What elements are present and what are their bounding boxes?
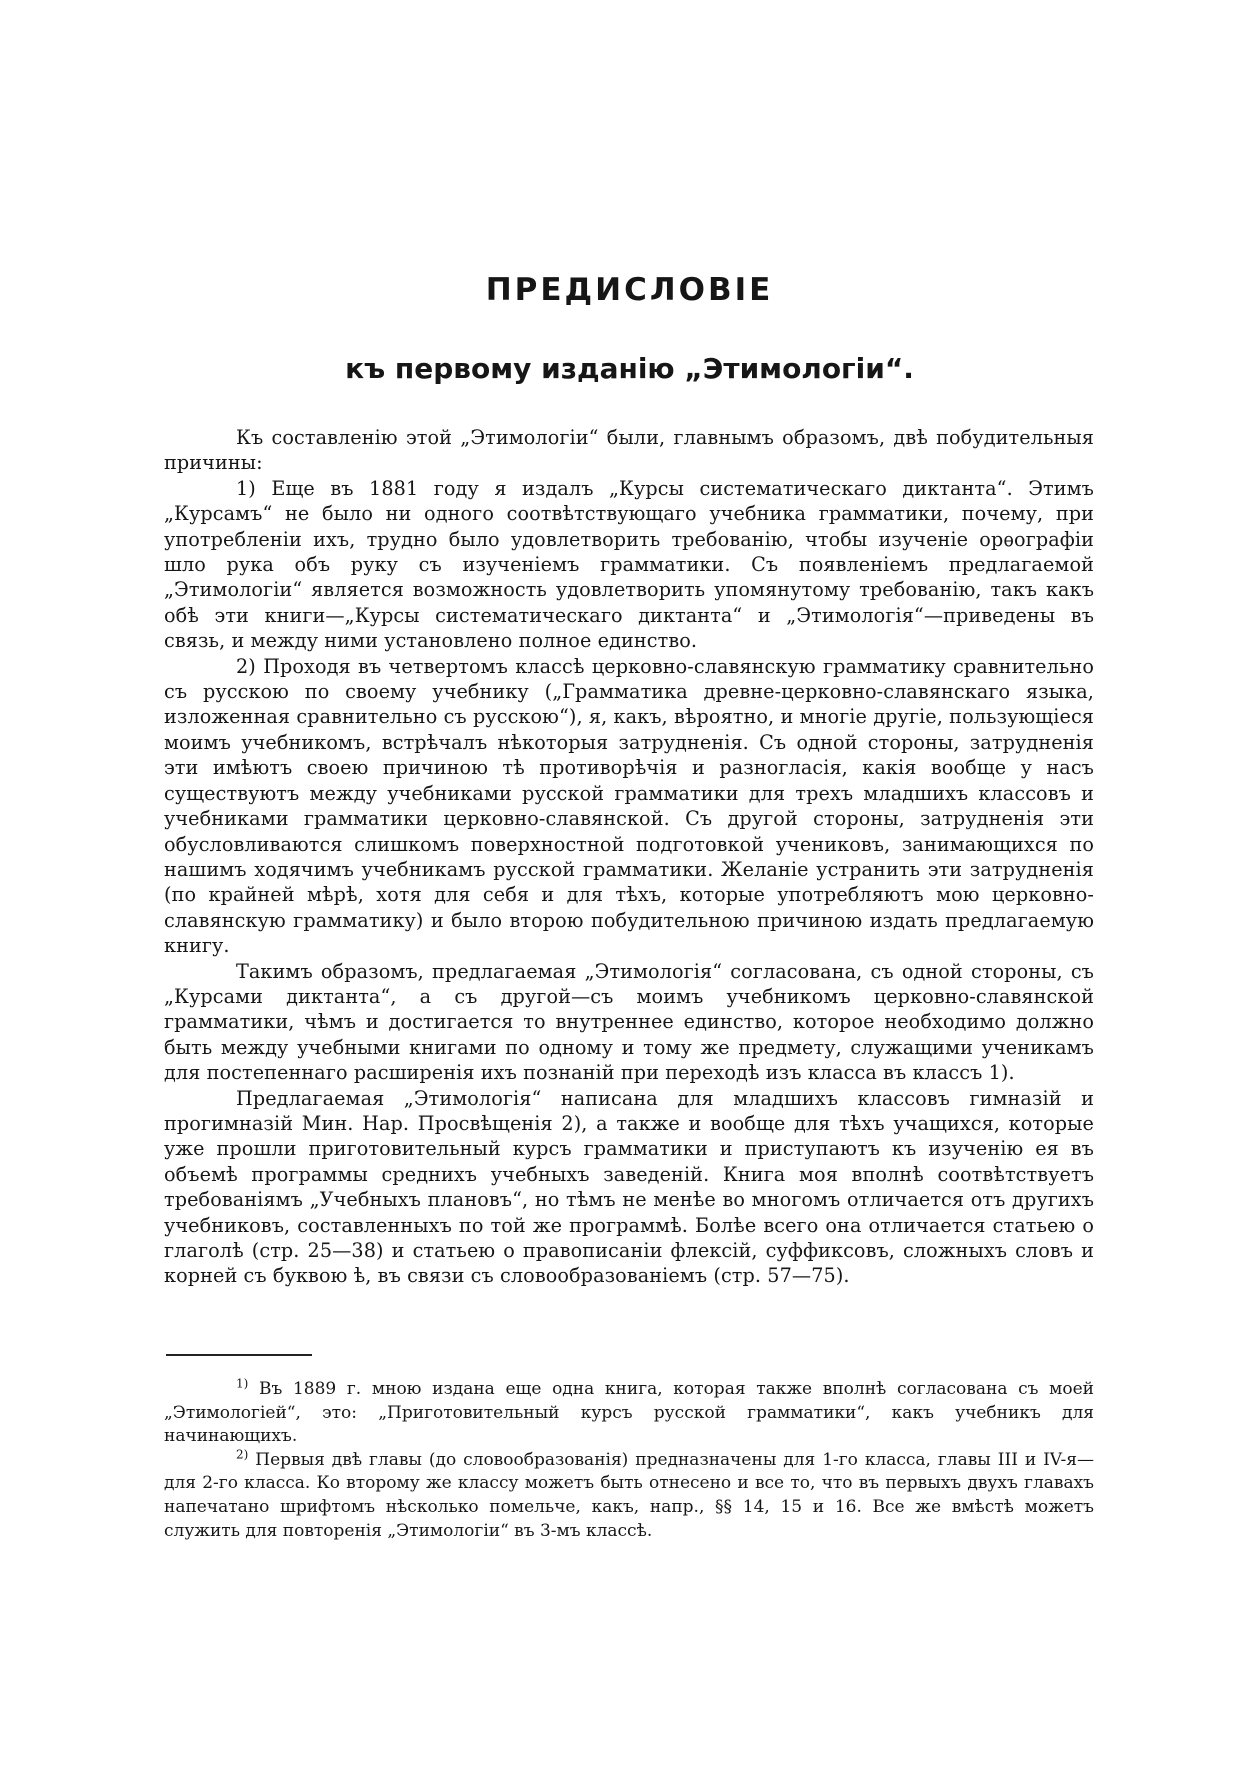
paragraph: 1) Еще въ 1881 году я издалъ „Курсы систематическаго диктанта“. Этимъ „Курсамъ“ не было ни одного соотвѣтствующаго учебника грамматики, почему, при употребленіи ихъ, трудно было удовлетворить требованію, чтобы изученіе орѳографіи шло рука объ руку съ изученіемъ грамматики. Съ появленіемъ предлагаемой „Этимологіи“ является возможность удовлетворить упомянутому требованію, такъ какъ обѣ эти книги—„Курсы систематическаго диктанта“ и „Этимологія“—приведены въ связь, и между ними установлено полное единство. — [164, 476, 1094, 653]
paragraph: Такимъ образомъ, предлагаемая „Этимологія“ согласована, съ одной стороны, съ „Курсами диктанта“, а съ другой—съ моимъ учебникомъ церковно-славянской грамматики, чѣмъ и достигается то внутреннее единство, которое необходимо должно быть между учебными книгами по одному и тому же предмету, служащими ученикамъ для постепеннаго расширенія ихъ познаній при переходѣ изъ класса въ классъ 1). — [164, 959, 1094, 1085]
paragraph: Къ составленію этой „Этимологіи“ были, главнымъ образомъ, двѣ побудительныя причины: — [164, 426, 1094, 475]
footnote-text: Въ 1889 г. мною издана еще одна книга, которая также вполнѣ согласована съ моей „Этимологіей“, это: „Приготовительный курсъ русской грамматики“, какъ учебникъ для начинающихъ. — [164, 1379, 1094, 1447]
footnote-mark: 2) — [236, 1447, 249, 1462]
footnote — [164, 1449, 1094, 1543]
paragraph: 2) Проходя въ четвертомъ классѣ церковно-славянскую грамматику сравнительно съ русскою по своему учебнику („Грамматика древне-церковно-славянскаго языка, изложенная сравнительно съ русскою“), я, какъ, вѣроятно, и многіе другіе, пользующіеся моимъ учебникомъ, встрѣчалъ нѣкоторыя затрудненія. Съ одной стороны, затрудненія эти имѣютъ своею причиною тѣ противорѣчія и разногласія, какія вообще у насъ существуютъ между учебниками русской грамматики для трехъ младшихъ классовъ и учебниками грамматики церковно-славянской. Съ другой стороны, затрудненія эти обусловливаются слишкомъ поверхностной подготовкой учениковъ, занимающихся по нашимъ ходячимъ учебникамъ русской грамматики. Желаніе устранить эти затрудненія (по крайней мѣрѣ, хотя для себя и для тѣхъ, которые употребляютъ мою церковно-славянскую грамматику) и было второю побудительною причиною издать предлагаемую книгу. — [164, 654, 1094, 958]
footnote-mark: 1) — [236, 1376, 249, 1391]
footnote — [164, 1378, 1094, 1449]
page-title: ПРЕДИСЛОВІЕ — [485, 272, 774, 308]
footnote-text: Первыя двѣ главы (до словообразованія) предназначены для 1-го класса, главы III и IV-я—для 2-го класса. Ко второму же классу можетъ быть отнесено и все то, что въ первыхъ двухъ главахъ напечатано шрифтомъ нѣсколько помельче, какъ, напр., §§ 14, 15 и 16. Все же вмѣстѣ можетъ служить для повторенія „Этимологіи“ въ 3-мъ классѣ. — [164, 1449, 1094, 1541]
paragraph: Предлагаемая „Этимологія“ написана для младшихъ классовъ гимназій и прогимназій Мин. Нар. Просвѣщенія 2), а также и вообще для тѣхъ учащихся, которые уже прошли приготовительный курсъ грамматики и приступаютъ къ изученію ея въ объемѣ программы среднихъ учебныхъ заведеній. Книга моя вполнѣ соотвѣтствуетъ требованіямъ „Учебныхъ плановъ“, но тѣмъ не менѣе во многомъ отличается отъ другихъ учебниковъ, составленныхъ по той же программѣ. Болѣе всего она отличается статьею о глаголѣ (стр. 25—38) и статьею о правописаніи флексій, суффиксовъ, сложныхъ словъ и корней съ буквою ѣ, въ связи съ словообразованіемъ (стр. 57—75). — [164, 1086, 1094, 1288]
footnotes — [164, 1378, 1094, 1543]
footnote-divider — [166, 1354, 312, 1356]
body-text — [164, 425, 1094, 1289]
page-subtitle: къ первому изданію „Этимологіи“. — [345, 352, 914, 385]
